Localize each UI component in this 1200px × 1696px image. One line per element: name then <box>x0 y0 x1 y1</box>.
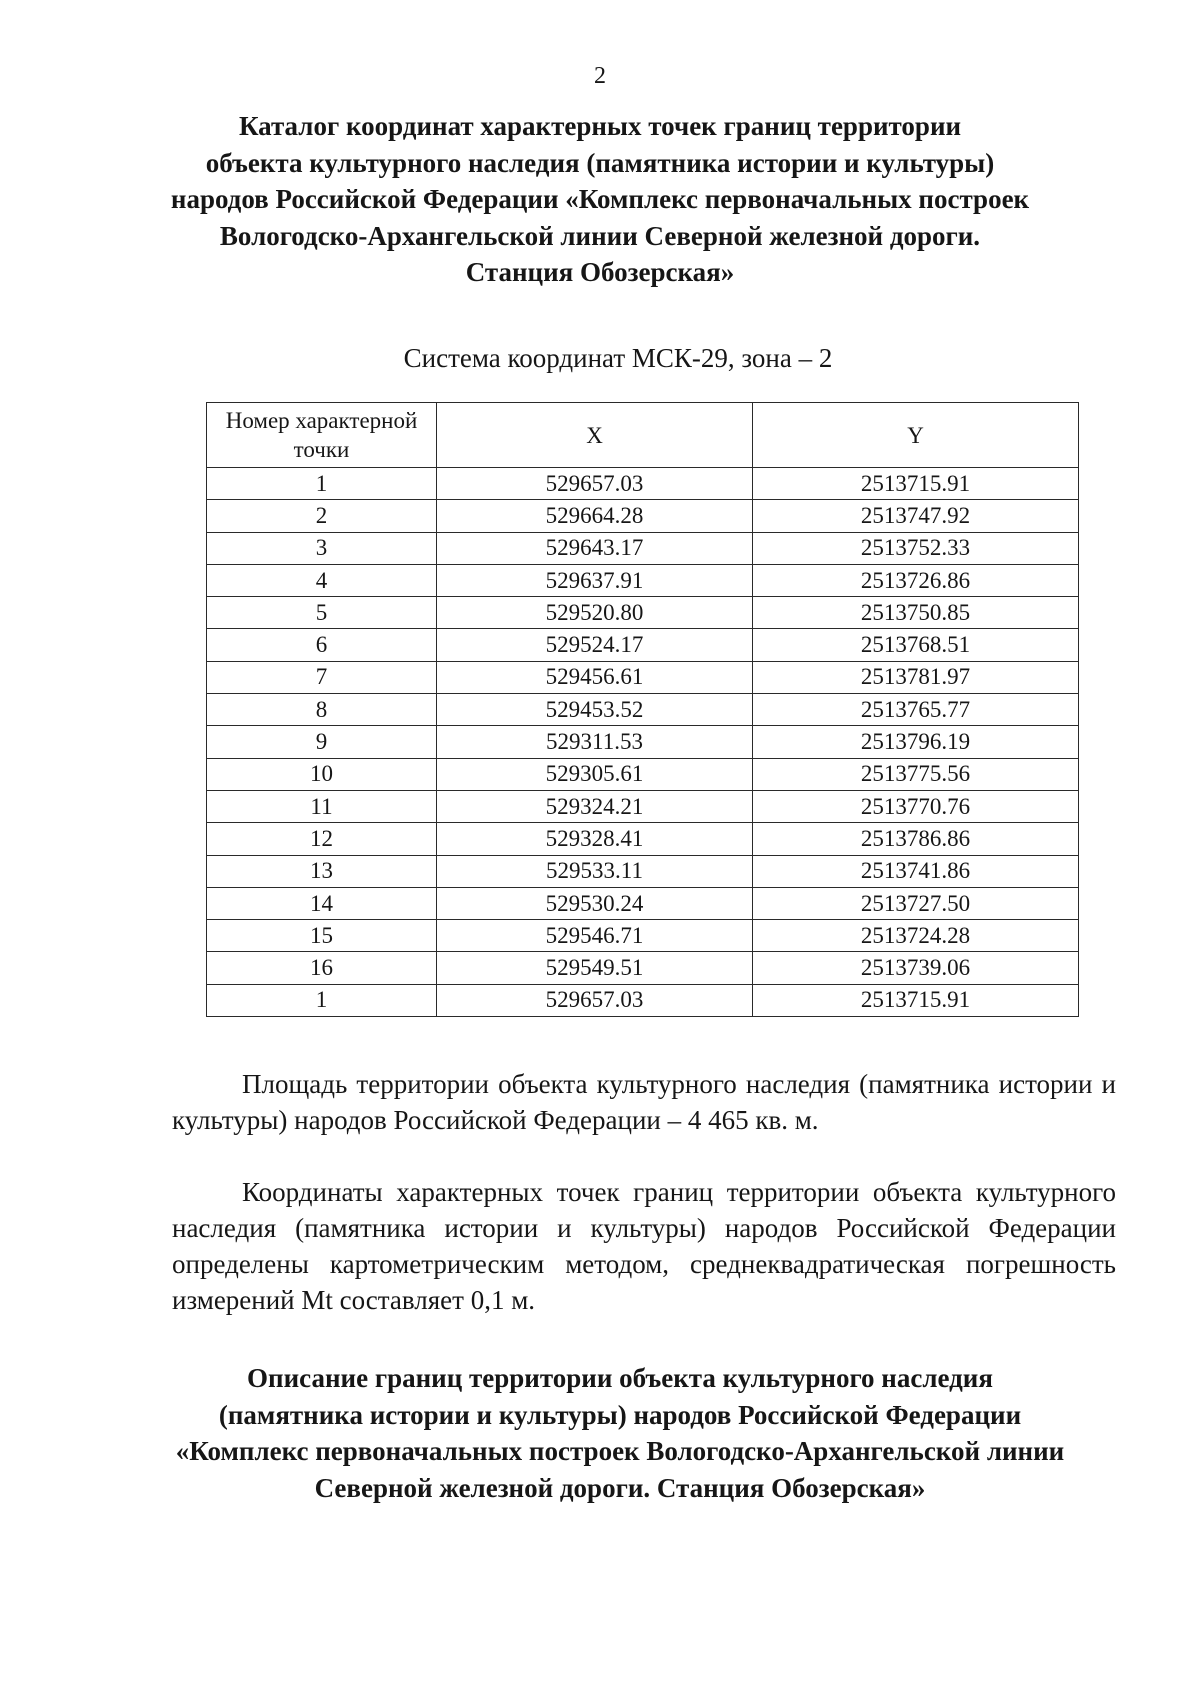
cell-x: 529328.41 <box>437 823 753 855</box>
cell-y: 2513741.86 <box>753 855 1079 887</box>
cell-x: 529664.28 <box>437 500 753 532</box>
cell-point-number: 13 <box>207 855 437 887</box>
cell-x: 529546.71 <box>437 920 753 952</box>
cell-x: 529657.03 <box>437 468 753 500</box>
coordinates-table <box>206 402 1079 1017</box>
cell-x: 529643.17 <box>437 532 753 564</box>
cell-point-number: 8 <box>207 694 437 726</box>
table-row <box>207 855 1079 887</box>
cell-y: 2513715.91 <box>753 984 1079 1016</box>
table-row <box>207 694 1079 726</box>
cell-y: 2513768.51 <box>753 629 1079 661</box>
table-row <box>207 790 1079 822</box>
cell-x: 529524.17 <box>437 629 753 661</box>
cell-y: 2513727.50 <box>753 887 1079 919</box>
table-row <box>207 984 1079 1016</box>
subtitle-line: «Комплекс первоначальных построек Вологодско-Архангельской линии <box>175 1436 1065 1466</box>
cell-x: 529520.80 <box>437 597 753 629</box>
subtitle-line: Описание границ территории объекта культурного наследия <box>247 1363 993 1393</box>
title-line: Каталог координат характерных точек границ территории <box>238 111 962 141</box>
cell-x: 529311.53 <box>437 726 753 758</box>
cell-point-number: 1 <box>207 984 437 1016</box>
cell-y: 2513786.86 <box>753 823 1079 855</box>
column-header-y: Y <box>753 403 1079 468</box>
cell-point-number: 4 <box>207 564 437 596</box>
table-row <box>207 532 1079 564</box>
table-row <box>207 758 1079 790</box>
cell-point-number: 1 <box>207 468 437 500</box>
cell-point-number: 14 <box>207 887 437 919</box>
cell-x: 529637.91 <box>437 564 753 596</box>
cell-point-number: 10 <box>207 758 437 790</box>
method-paragraph: Координаты характерных точек границ территории объекта культурного наследия (памятника истории и культуры) народов Российской Федерации определены картометрическим методом, среднеквадратическая погрешность измерений Mt составляет 0,1 м. <box>172 1177 1116 1315</box>
subtitle-line: Северной железной дороги. Станция Обозерская» <box>314 1472 926 1503</box>
table-header-row <box>207 403 1079 468</box>
cell-x: 529533.11 <box>437 855 753 887</box>
table-row <box>207 887 1079 919</box>
cell-x: 529324.21 <box>437 790 753 822</box>
title-line: народов Российской Федерации «Комплекс первоначальных построек <box>170 184 1030 214</box>
area-paragraph: Площадь территории объекта культурного наследия (памятника истории и культуры) народов Российской Федерации – 4 465 кв. м. <box>172 1069 1116 1135</box>
table-row <box>207 920 1079 952</box>
cell-x: 529456.61 <box>437 661 753 693</box>
cell-y: 2513765.77 <box>753 694 1079 726</box>
table-row <box>207 629 1079 661</box>
title-line: Станция Обозерская» <box>465 257 735 287</box>
table-row <box>207 726 1079 758</box>
table-row <box>207 661 1079 693</box>
cell-y: 2513770.76 <box>753 790 1079 822</box>
table-row <box>207 468 1079 500</box>
cell-point-number: 5 <box>207 597 437 629</box>
cell-point-number: 16 <box>207 952 437 984</box>
cell-point-number: 2 <box>207 500 437 532</box>
cell-y: 2513752.33 <box>753 532 1079 564</box>
cell-point-number: 11 <box>207 790 437 822</box>
catalog-title <box>150 108 1050 291</box>
cell-point-number: 9 <box>207 726 437 758</box>
title-line: объекта культурного наследия (памятника истории и культуры) <box>205 147 995 178</box>
cell-point-number: 6 <box>207 629 437 661</box>
title-line: Вологодско-Архангельской линии Северной железной дороги. <box>219 220 981 251</box>
cell-y: 2513796.19 <box>753 726 1079 758</box>
cell-x: 529549.51 <box>437 952 753 984</box>
cell-y: 2513750.85 <box>753 597 1079 629</box>
coordinate-system-caption: Система координат МСК-29, зона – 2 <box>403 343 833 373</box>
cell-x: 529305.61 <box>437 758 753 790</box>
cell-y: 2513715.91 <box>753 468 1079 500</box>
table-row <box>207 564 1079 596</box>
cell-point-number: 3 <box>207 532 437 564</box>
page-number: 2 <box>594 63 606 89</box>
table-row <box>207 597 1079 629</box>
cell-point-number: 15 <box>207 920 437 952</box>
cell-x: 529453.52 <box>437 694 753 726</box>
cell-y: 2513724.28 <box>753 920 1079 952</box>
boundary-description-title <box>150 1360 1090 1506</box>
cell-y: 2513726.86 <box>753 564 1079 596</box>
cell-x: 529657.03 <box>437 984 753 1016</box>
cell-y: 2513775.56 <box>753 758 1079 790</box>
cell-y: 2513739.06 <box>753 952 1079 984</box>
subtitle-line: (памятника истории и культуры) народов Российской Федерации <box>218 1399 1022 1430</box>
cell-x: 529530.24 <box>437 887 753 919</box>
column-header-point-number: Номер характерной точки <box>207 403 437 468</box>
cell-y: 2513781.97 <box>753 661 1079 693</box>
cell-y: 2513747.92 <box>753 500 1079 532</box>
table-row <box>207 823 1079 855</box>
column-header-x: X <box>437 403 753 468</box>
table-row <box>207 952 1079 984</box>
cell-point-number: 7 <box>207 661 437 693</box>
table-row <box>207 500 1079 532</box>
cell-point-number: 12 <box>207 823 437 855</box>
